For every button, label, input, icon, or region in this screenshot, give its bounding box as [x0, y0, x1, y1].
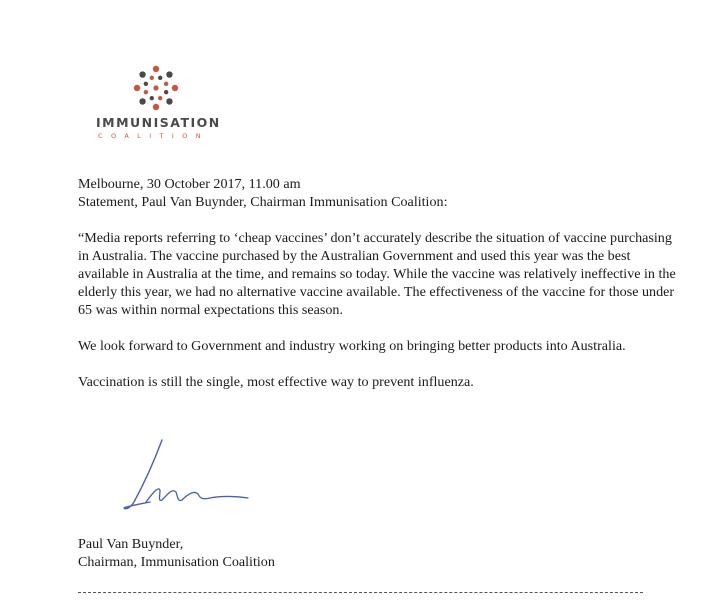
- logo-dot: [153, 104, 159, 110]
- logo-dot: [158, 76, 162, 80]
- dateline: Melbourne, 30 October 2017, 11.00 am: [78, 176, 301, 192]
- logo-dot: [144, 90, 148, 94]
- organisation-logo: [94, 64, 224, 144]
- logo-dot: [139, 71, 145, 77]
- handwritten-signature: [120, 436, 260, 516]
- paragraph-3: Vaccination is still the single, most effective way to prevent influenza.: [78, 374, 474, 390]
- statement-body: [78, 175, 678, 391]
- logo-name: IMMUNISATION: [96, 115, 221, 130]
- signatory-name: Paul Van Buynder,: [78, 536, 184, 552]
- logo-dot: [134, 85, 140, 91]
- sign-off: [78, 535, 275, 571]
- logo-dot: [153, 85, 158, 90]
- logo-dot: [164, 90, 168, 94]
- logo-dot: [144, 82, 148, 86]
- logo-dot: [164, 82, 168, 86]
- logo-dot: [153, 66, 159, 72]
- logo-dot: [139, 98, 145, 104]
- page-divider: [78, 592, 643, 593]
- logo-dot: [166, 98, 172, 104]
- logo-dot: [172, 85, 178, 91]
- logo-subtitle: COALITION: [98, 132, 209, 140]
- logo-dot: [166, 71, 172, 77]
- statement-heading: Statement, Paul Van Buynder, Chairman Immunisation Coalition:: [78, 194, 448, 210]
- logo-dot: [150, 96, 154, 100]
- logo-dot: [150, 76, 154, 80]
- paragraph-2: We look forward to Government and industry working on bringing better products into Australia.: [78, 338, 626, 354]
- logo-dot: [158, 96, 162, 100]
- signatory-title: Chairman, Immunisation Coalition: [78, 554, 275, 570]
- molecule-logo-icon: [132, 64, 180, 112]
- paragraph-1: “Media reports referring to ‘cheap vaccines’ don’t accurately describe the situation of vaccine purchasing in Australia. The vaccine purchased by the Australian Government and used this year was the best available in Australia at the time, and remains so today. While the vaccine was relatively ineffective in the elderly this year, we had no alternative vaccine available. The effectiveness of the vaccine for those under 65 was within normal expectations this season.: [78, 230, 676, 318]
